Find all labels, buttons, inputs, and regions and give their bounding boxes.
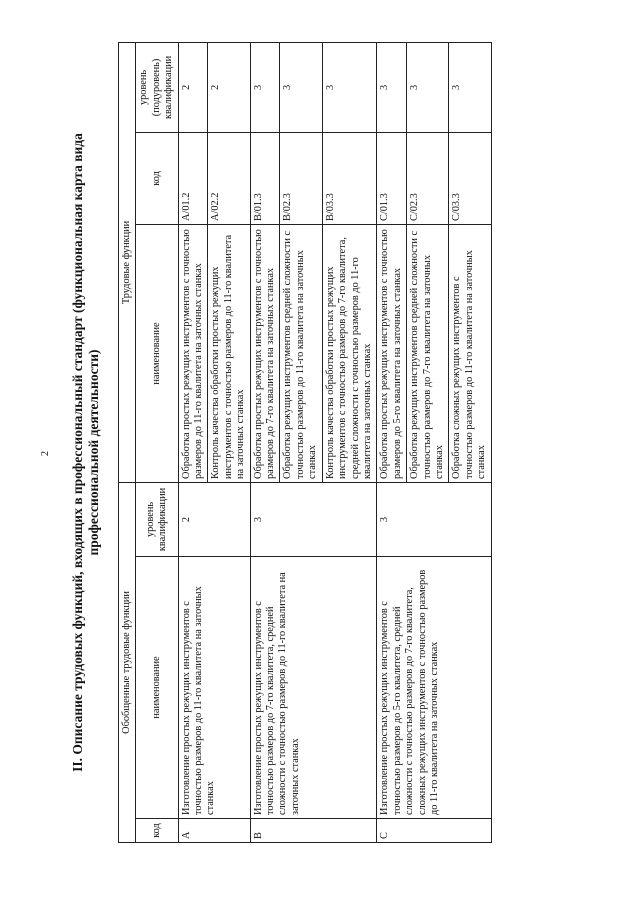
section-title-continued: профессиональной деятельности) bbox=[86, 349, 101, 556]
function-code: B/02.3 bbox=[280, 132, 322, 224]
header-g-name: наименование bbox=[136, 557, 178, 819]
generalized-name: Изготовление простых режущих инструментов с точностью размеров до 7-го квалитета, средней сложности с точностью размеров до 11-го квалитета на заточных станках bbox=[250, 557, 377, 819]
function-level: 2 bbox=[208, 42, 250, 132]
function-name: Обработка сложных режущих инструментов с точностью размеров до 11-го квалитета на заточных станках bbox=[449, 224, 491, 482]
functional-map-table bbox=[118, 42, 492, 843]
function-code: C/02.3 bbox=[407, 132, 449, 224]
function-level: 3 bbox=[280, 42, 322, 132]
function-name: Контроль качества обработки простых режущих инструментов с точностью размеров до 11-го квалитета на заточных станках bbox=[208, 224, 250, 482]
header-row-1 bbox=[119, 42, 136, 842]
header-functions: Трудовые функции bbox=[119, 42, 136, 482]
generalized-name: Изготовление простых режущих инструментов с точностью размеров до 11-го квалитета на заточных станках bbox=[178, 557, 250, 819]
page-number: 2 bbox=[40, 451, 51, 456]
table-row bbox=[250, 42, 280, 842]
function-name: Контроль качества обработки простых режущих инструментов с точностью размеров до 7-го квалитета, средней сложности с точностью размеров до 11-го квалитета на заточных станках bbox=[322, 224, 377, 482]
generalized-level: 2 bbox=[178, 482, 250, 556]
generalized-code: B bbox=[250, 819, 377, 843]
section-title: II. Описание трудовых функций, входящих в профессиональный стандарт (функциональная карта вида bbox=[70, 133, 85, 772]
function-name: Обработка простых режущих инструментов с точностью размеров до 11-го квалитета на заточных станках bbox=[178, 224, 208, 482]
function-name: Обработка простых режущих инструментов с точностью размеров до 7-го квалитета на заточных станках bbox=[250, 224, 280, 482]
function-level: 3 bbox=[250, 42, 280, 132]
function-level: 3 bbox=[377, 42, 407, 132]
function-code: B/03.3 bbox=[322, 132, 377, 224]
generalized-name: Изготовление простых режущих инструментов с точностью размеров до 5-го квалитета, средней сложности с точностью размеров до 7-го квалитета, сложных режущих инструментов с точностью размеров до 11-го квалитета на заточных станках bbox=[377, 557, 491, 819]
function-level: 3 bbox=[407, 42, 449, 132]
header-f-name: наименование bbox=[136, 224, 178, 482]
generalized-level: 3 bbox=[377, 482, 491, 556]
table-row bbox=[377, 42, 407, 842]
function-code: A/02.2 bbox=[208, 132, 250, 224]
function-code: A/01.2 bbox=[178, 132, 208, 224]
header-f-sublevel: уровень (подуровень) квалификации bbox=[136, 42, 178, 132]
function-code: C/01.3 bbox=[377, 132, 407, 224]
generalized-code: A bbox=[178, 819, 250, 843]
header-g-level: уровень квалификации bbox=[136, 482, 178, 556]
function-code: C/03.3 bbox=[449, 132, 491, 224]
generalized-code: C bbox=[377, 819, 491, 843]
header-f-code: код bbox=[136, 132, 178, 224]
header-row-2 bbox=[136, 42, 178, 842]
function-name: Обработка режущих инструментов средней сложности с точностью размеров до 7-го квалитета на заточных станках bbox=[407, 224, 449, 482]
header-g-code: код bbox=[136, 819, 178, 843]
table-row bbox=[178, 42, 208, 842]
function-name: Обработка простых режущих инструментов с точностью размеров до 5-го квалитета на заточных станках bbox=[377, 224, 407, 482]
function-name: Обработка режущих инструментов средней сложности с точностью размеров до 11-го квалитета на заточных станках bbox=[280, 224, 322, 482]
function-level: 3 bbox=[322, 42, 377, 132]
function-code: B/01.3 bbox=[250, 132, 280, 224]
function-level: 2 bbox=[178, 42, 208, 132]
generalized-level: 3 bbox=[250, 482, 377, 556]
header-generalized: Обобщенные трудовые функции bbox=[119, 482, 136, 842]
function-level: 3 bbox=[449, 42, 491, 132]
